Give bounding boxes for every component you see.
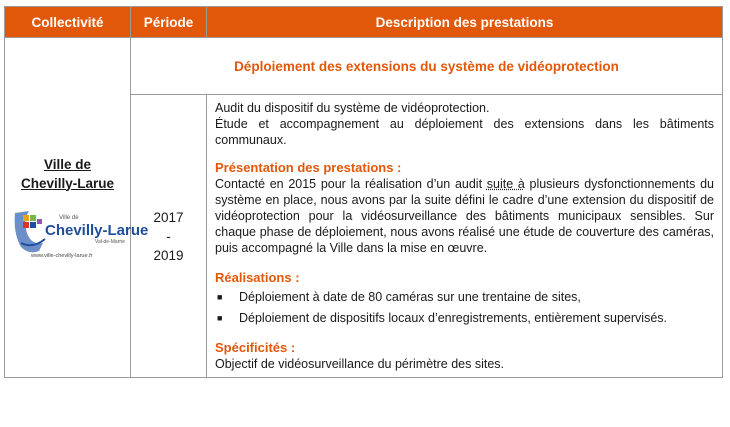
bullet-icon: ■ [217,313,223,323]
list-item [215,310,714,326]
references-table [4,6,723,378]
chevilly-larue-logo [9,203,148,261]
presentation-text-marked: suite à [486,177,525,191]
logo-prefix: Ville de [58,214,79,221]
header-description: Description des prestations [207,7,723,38]
header-collectivite: Collectivité [5,7,131,38]
project-title-row [5,38,723,95]
intro-line-2: Étude et accompagnement au déploiement des extensions dans les bâtiments communaux. [215,117,714,147]
realisations-heading: Réalisations : [215,270,300,285]
logo-name: Chevilly-Larue [44,221,148,239]
specificites-heading: Spécificités : [215,340,296,355]
collectivity-name-line2: Chevilly-Larue [20,175,115,191]
period-start: 2017 [153,209,184,225]
logo-url: www.ville-chevilly-larue.fr [30,252,92,259]
specificites-text: Objectif de vidéosurveillance du périmètre des sites. [215,357,505,371]
list-item-text: Déploiement à date de 80 caméras sur une trentaine de sites, [239,290,581,304]
intro-line-1: Audit du dispositif du système de vidéoprotection. [215,101,490,115]
bullet-icon: ■ [217,292,223,302]
logo-suffix: Val-de-Marne [94,238,125,245]
realisations-list [215,289,714,326]
description-cell [207,95,723,378]
collectivity-cell [5,38,148,378]
presentation-text-end: plusieurs dysfonctionnements du système en place, nous avons par la suite défini le cadre d’une extension du dispositif de vidéoprotection pour la vidéosurveillance des bâtiments municipaux sensibles. Sur chaque phase de déploiement, nous avons réalisé une étude de couverture des caméras, puis accompagné la Ville dans la mise en œuvre. [215,177,714,255]
list-item [215,289,714,305]
collectivity-name-line1: Ville de [43,156,92,172]
list-item-text: Déploiement de dispositifs locaux d’enregistrements, entièrement supervisés. [239,311,667,325]
project-title: Déploiement des extensions du système de vidéoprotection [131,38,723,95]
presentation-text [215,176,714,256]
presentation-heading: Présentation des prestations : [215,160,402,175]
references-table-wrapper [4,6,723,378]
period-separator: - [166,228,171,244]
table-header-row [5,7,723,38]
logo-emblem [14,211,44,252]
header-periode: Période [131,7,207,38]
presentation-text-start: Contacté en 2015 pour la réalisation d’un audit [215,177,487,191]
period-end: 2019 [153,247,184,263]
